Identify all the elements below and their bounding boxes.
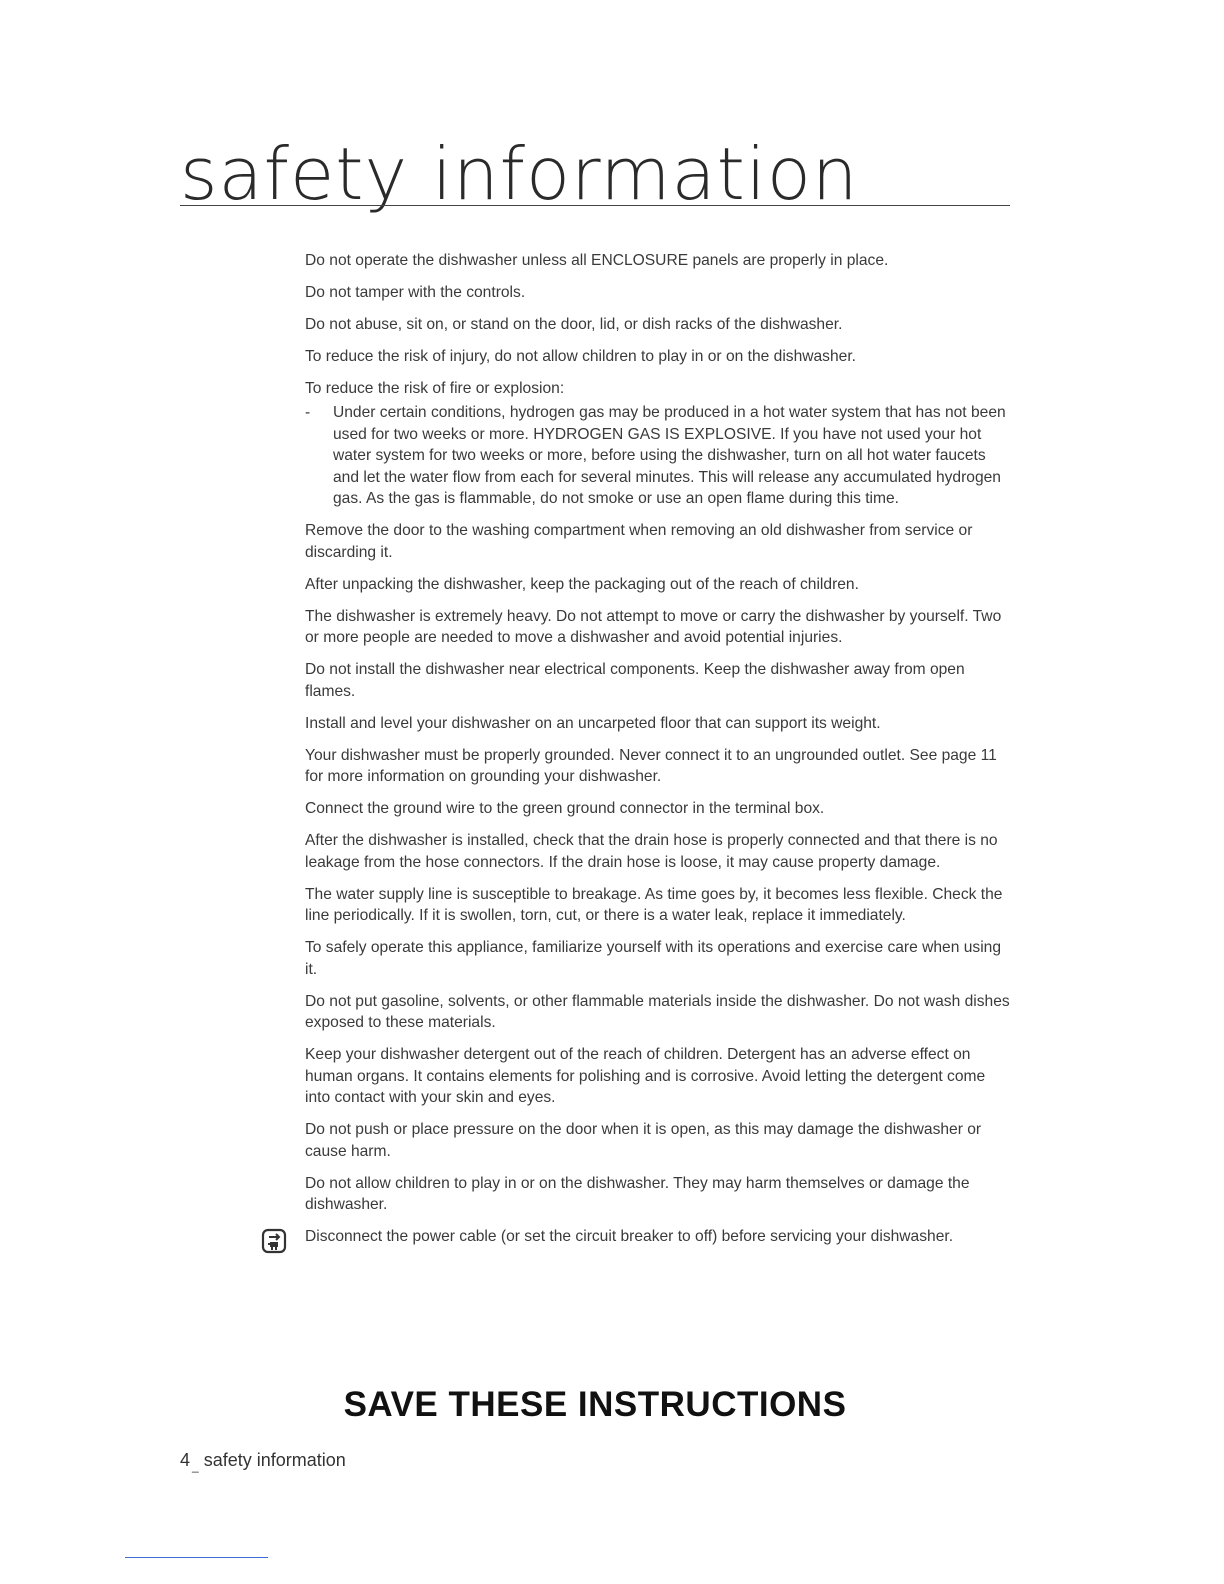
paragraph: Your dishwasher must be properly grounded. Never connect it to an ungrounded outlet. See page 11 for more information on grounding your dishwasher. bbox=[305, 746, 997, 785]
caution-note bbox=[305, 1226, 1010, 1248]
page-title: safety information bbox=[180, 132, 859, 216]
paragraph: To reduce the risk of injury, do not allow children to play in or on the dishwasher. bbox=[305, 348, 856, 365]
safety-content bbox=[305, 250, 1010, 1248]
paragraph: Remove the door to the washing compartment when removing an old dishwasher from service or discarding it. bbox=[305, 522, 973, 561]
paragraph: To safely operate this appliance, familiarize yourself with its operations and exercise care when using it. bbox=[305, 939, 1002, 978]
caution-text: Disconnect the power cable (or set the circuit breaker to off) before servicing your dishwasher. bbox=[305, 1228, 954, 1245]
footer-section: safety information bbox=[203, 1450, 346, 1470]
paragraph: Do not put gasoline, solvents, or other flammable materials inside the dishwasher. Do not wash dishes exposed to these materials. bbox=[305, 992, 1010, 1031]
paragraph: Do not tamper with the controls. bbox=[305, 284, 526, 301]
paragraph: After unpacking the dishwasher, keep the packaging out of the reach of children. bbox=[305, 575, 859, 593]
paragraph: Keep your dishwasher detergent out of the reach of children. Detergent has an adverse effect on human organs. It contains elements for polishing and is corrosive. Avoid letting the detergent come into contact with your skin and eyes. bbox=[305, 1046, 986, 1106]
paragraph: After the dishwasher is installed, check that the drain hose is properly connected and that there is no leakage from the hose connectors. If the drain hose is loose, it may cause property damage. bbox=[305, 832, 998, 871]
paragraph: To reduce the risk of fire or explosion: bbox=[305, 380, 565, 397]
paragraph: The water supply line is susceptible to breakage. As time goes by, it becomes less flexible. Check the line periodically. If it is swollen, torn, cut, or there is a water leak, replace it immediately. bbox=[305, 885, 1003, 924]
paragraph: Connect the ground wire to the green ground connector in the terminal box. bbox=[305, 800, 825, 817]
page-number: 4 bbox=[180, 1450, 191, 1470]
list-item bbox=[305, 402, 1010, 510]
footer-separator: _ bbox=[192, 1459, 199, 1473]
page-footer bbox=[180, 1450, 346, 1473]
bottom-rule bbox=[125, 1557, 268, 1558]
unplug-icon bbox=[260, 1226, 290, 1256]
paragraph: Do not push or place pressure on the door when it is open, as this may damage the dishwasher or cause harm. bbox=[305, 1121, 982, 1160]
dash-bullet: - bbox=[305, 404, 311, 421]
paragraph: Do not install the dishwasher near electrical components. Keep the dishwasher away from open flames. bbox=[305, 661, 965, 700]
list-item-text: Under certain conditions, hydrogen gas may be produced in a hot water system that has not been used for two weeks or more. HYDROGEN GAS IS EXPLOSIVE. If you have not used your hot water system for two weeks or more, before using the dishwasher, turn on all hot water faucets and let the water flow from each for several minutes. This will release any accumulated hydrogen gas. As the gas is flammable, do not smoke or use an open flame during this time. bbox=[333, 404, 1006, 507]
paragraph: Install and level your dishwasher on an uncarpeted floor that can support its weight. bbox=[305, 714, 881, 732]
paragraph: Do not abuse, sit on, or stand on the door, lid, or dish racks of the dishwasher. bbox=[305, 316, 843, 333]
paragraph: Do not allow children to play in or on the dishwasher. They may harm themselves or damage the dishwasher. bbox=[305, 1174, 970, 1213]
title-rule bbox=[180, 205, 1010, 206]
paragraph: The dishwasher is extremely heavy. Do not attempt to move or carry the dishwasher by yourself. Two or more people are needed to move a dishwasher and avoid potential injuries. bbox=[305, 607, 1002, 646]
paragraph: Do not operate the dishwasher unless all ENCLOSURE panels are properly in place. bbox=[305, 252, 889, 269]
save-instructions-heading: SAVE THESE INSTRUCTIONS bbox=[343, 1385, 847, 1424]
